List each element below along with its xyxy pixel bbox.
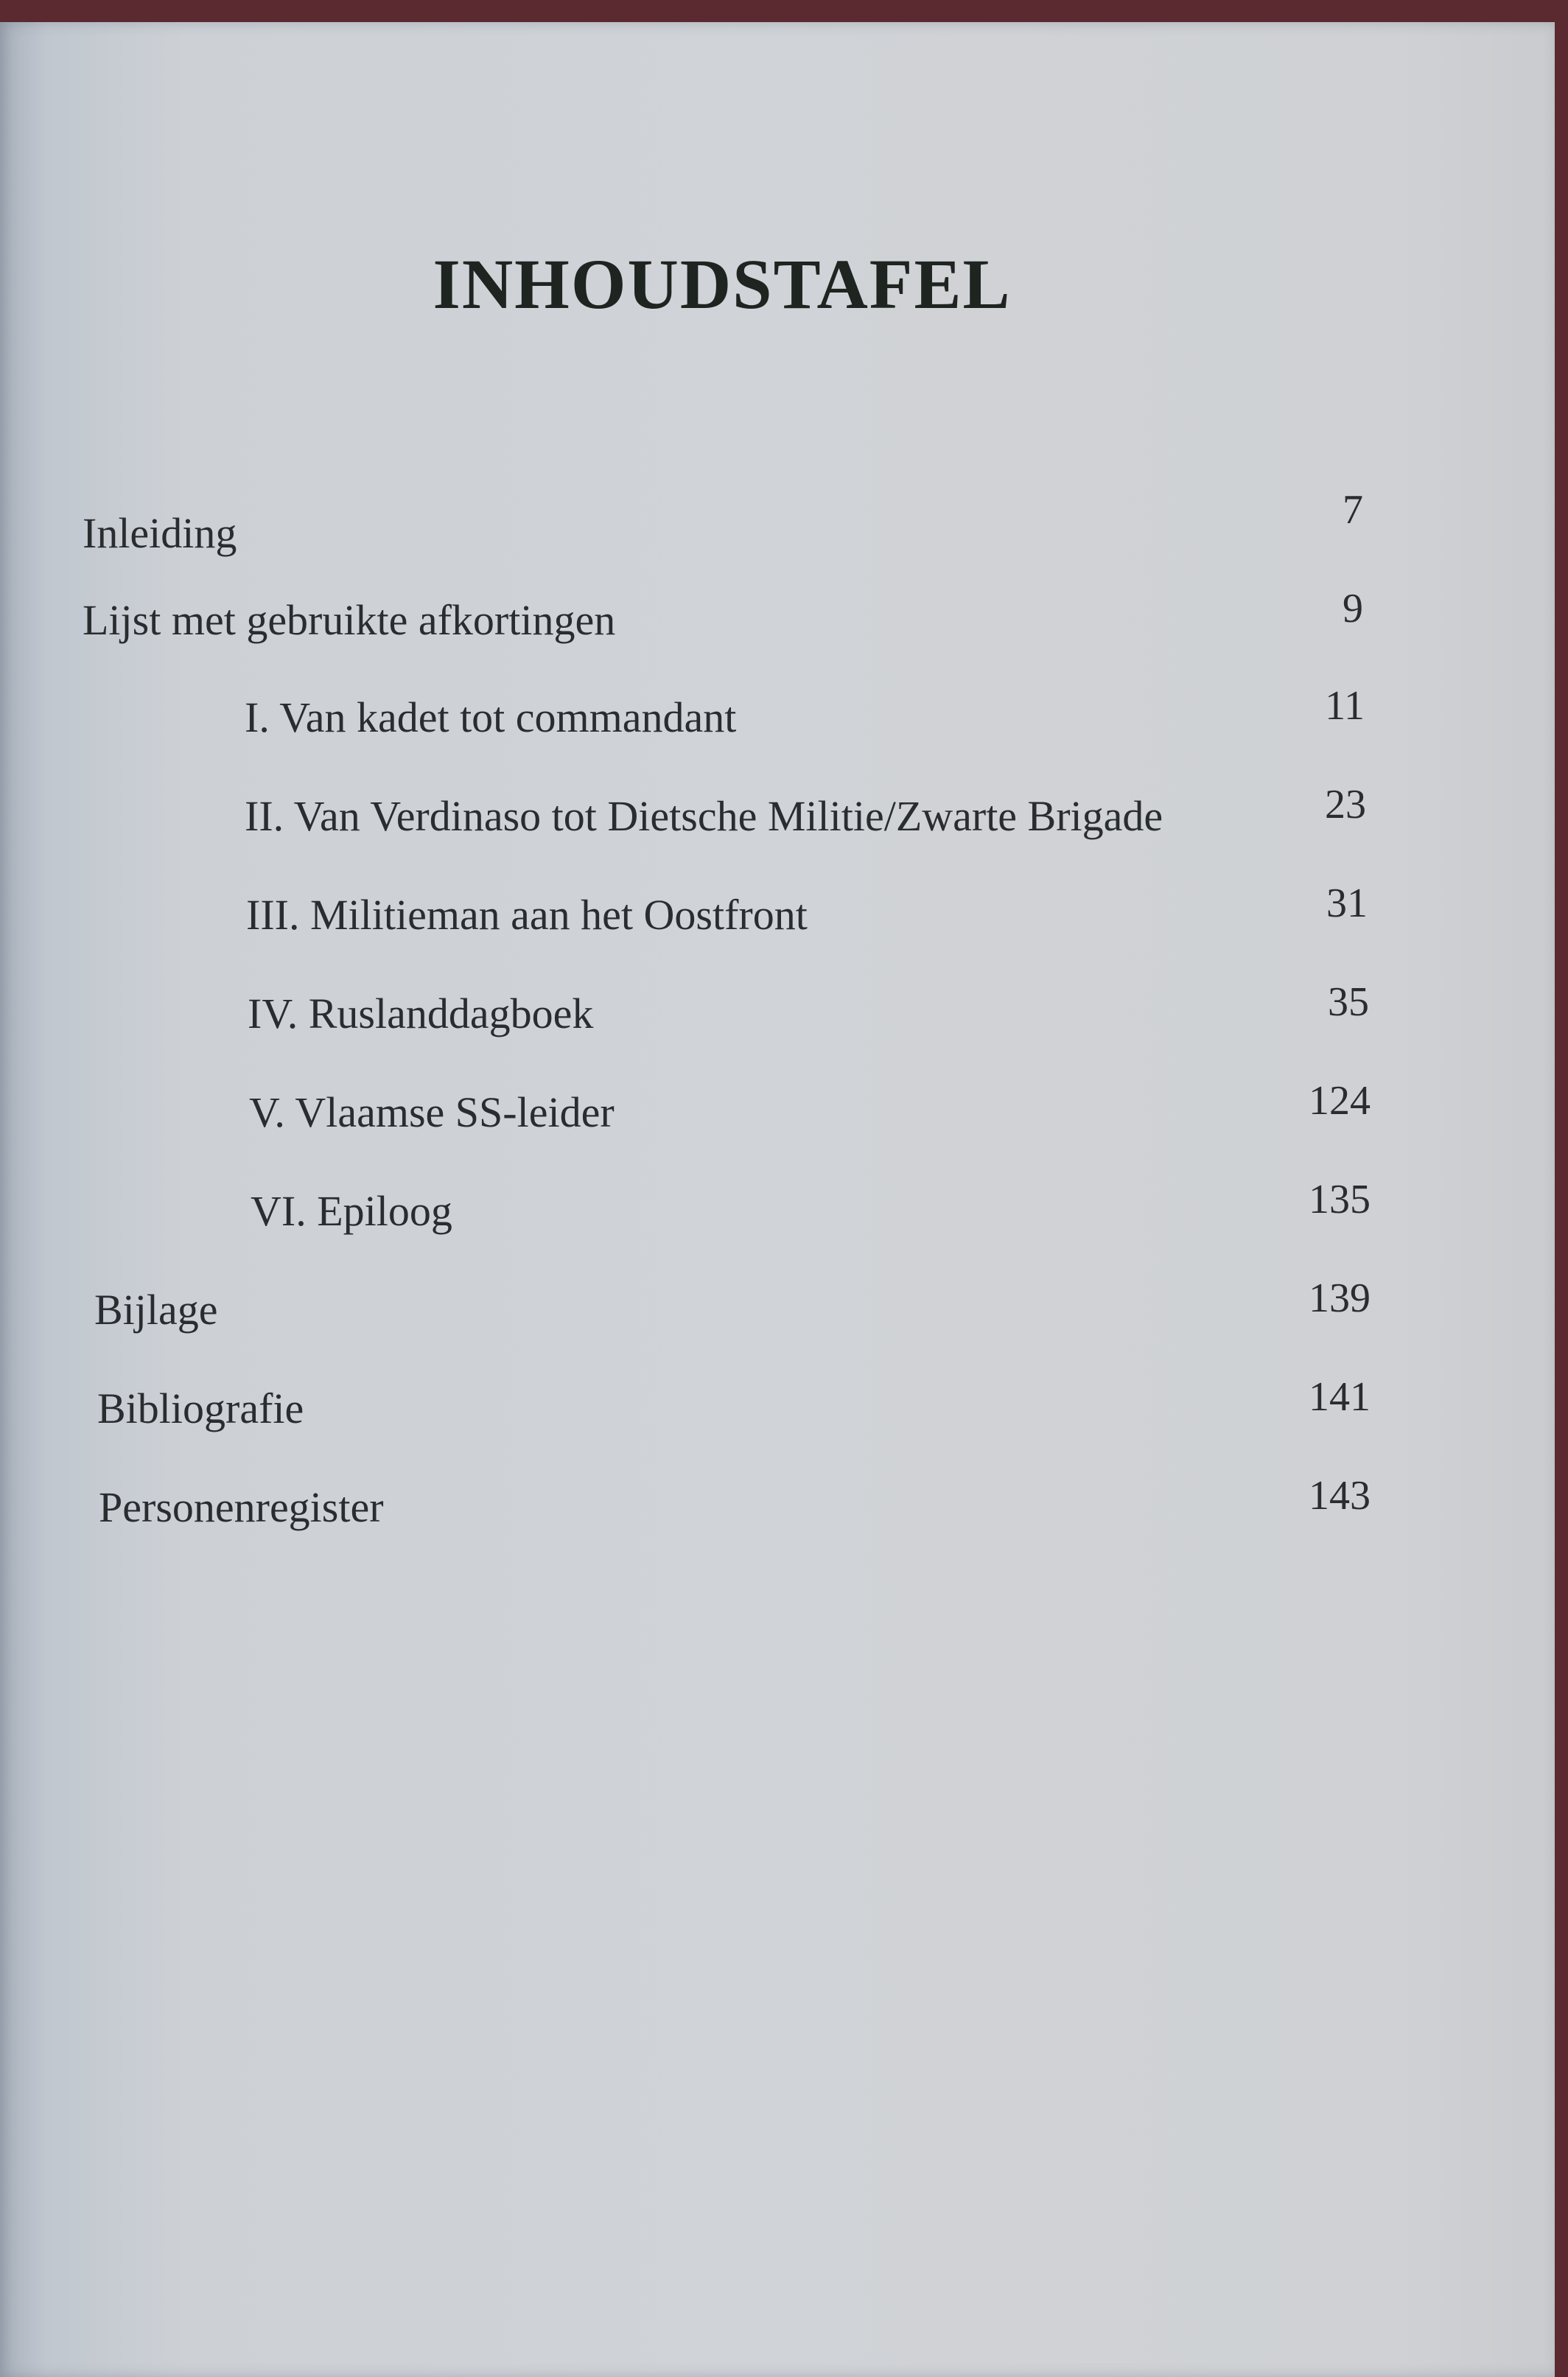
- book-page: [0, 22, 1555, 2377]
- toc-entry-label: Personenregister: [99, 1483, 384, 1531]
- toc-entry-label: II. Van Verdinaso tot Dietsche Militie/Zwarte Brigade: [245, 792, 1163, 840]
- toc-entry-label: Inleiding: [83, 509, 237, 557]
- toc-entry-page: 7: [1343, 487, 1363, 533]
- toc-entry-label: Bijlage: [94, 1286, 218, 1334]
- toc-entry-page: 141: [1309, 1374, 1371, 1420]
- toc-entry-page: 31: [1326, 881, 1368, 926]
- toc-entry-label: Lijst met gebruikte afkortingen: [83, 596, 616, 644]
- toc-entry-page: 124: [1309, 1078, 1371, 1124]
- toc-entry-label: VI. Epiloog: [251, 1187, 452, 1235]
- toc-entry-page: 135: [1309, 1177, 1371, 1222]
- toc-entry-label: IV. Ruslanddagboek: [248, 990, 594, 1037]
- page-title: INHOUDSTAFEL: [433, 245, 1012, 323]
- toc-entry-page: 143: [1309, 1473, 1371, 1519]
- toc-entry-page: 23: [1325, 782, 1366, 827]
- toc-entry-page: 9: [1343, 586, 1363, 631]
- toc-entry-label: Bibliografie: [97, 1384, 304, 1432]
- toc-entry-page: 35: [1328, 979, 1369, 1025]
- toc-entry-page: 11: [1325, 683, 1365, 729]
- toc-entry-page: 139: [1309, 1275, 1371, 1321]
- toc-entry-label: III. Militieman aan het Oostfront: [246, 891, 808, 939]
- toc-entry-label: I. Van kadet tot commandant: [245, 693, 737, 741]
- toc-entry-label: V. Vlaamse SS-leider: [249, 1088, 615, 1136]
